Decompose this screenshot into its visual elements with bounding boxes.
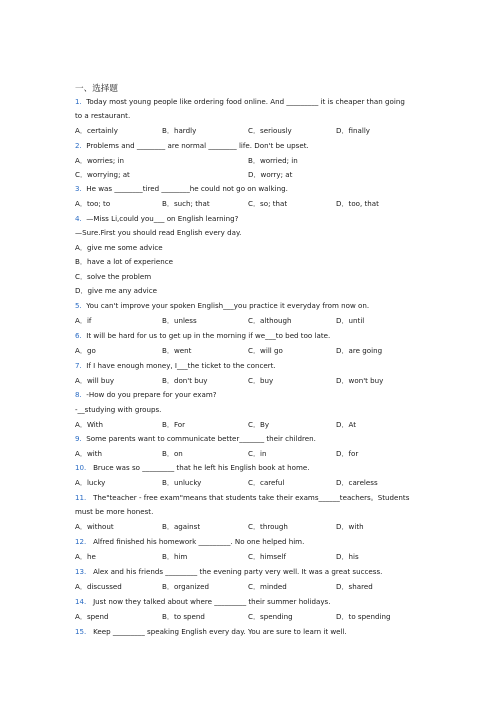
- option-c: C．By: [248, 420, 270, 429]
- option-b: B．organized: [162, 582, 209, 591]
- question-text: Problems and ________ are normal ________ life. Don't be upset.: [86, 141, 309, 150]
- question-number: 12.: [75, 537, 87, 546]
- option-d: D．shared: [336, 582, 373, 591]
- question-3: [75, 184, 288, 194]
- option-a: A．With: [75, 420, 104, 429]
- option-b: B．went: [162, 346, 192, 355]
- option-d: D．too, that: [336, 199, 379, 208]
- option-d: D．are going: [336, 346, 383, 355]
- option-d: D．to spending: [336, 612, 391, 621]
- option-c: C．himself: [248, 552, 286, 561]
- question-10: [75, 463, 310, 473]
- option-c: C．buy: [248, 376, 274, 385]
- question-number: 10.: [75, 463, 87, 472]
- option-d: D．finally: [336, 126, 371, 135]
- option-a: A．lucky: [75, 478, 106, 487]
- option-b: B．have a lot of experience: [75, 257, 173, 266]
- question-4: [75, 214, 238, 224]
- option-d: D．with: [336, 522, 364, 531]
- option-c: C．although: [248, 316, 292, 325]
- option-d: D．careless: [336, 478, 378, 487]
- option-b: B．unlucky: [162, 478, 202, 487]
- option-a: A．give me some advice: [75, 243, 163, 252]
- option-b: B．against: [162, 522, 201, 531]
- option-b: B．don't buy: [162, 376, 208, 385]
- option-c: C．solve the problem: [75, 272, 152, 281]
- question-number: 14.: [75, 597, 87, 606]
- option-a: A．he: [75, 552, 96, 561]
- option-a: A．worries; in: [75, 156, 124, 165]
- option-d: D．won't buy: [336, 376, 384, 385]
- option-b: B．unless: [162, 316, 197, 325]
- question-number: 5.: [75, 301, 82, 310]
- dialogue-line: —Sure.First you should read English every day.: [75, 228, 242, 237]
- question-13: [75, 567, 382, 577]
- question-text: Bruce was so _________ that he left his English book at home.: [93, 463, 310, 472]
- option-d: D．At: [336, 420, 357, 429]
- option-c: C．minded: [248, 582, 287, 591]
- question-number: 7.: [75, 361, 82, 370]
- question-text: If I have enough money, I___the ticket to the concert.: [86, 361, 276, 370]
- option-a: A．go: [75, 346, 96, 355]
- question-text: Alfred finished his homework _________. No one helped him.: [93, 537, 305, 546]
- option-a: A．if: [75, 316, 92, 325]
- option-c: C．worrying; at: [75, 170, 130, 179]
- question-text: Just now they talked about where _________ their summer holidays.: [93, 597, 331, 606]
- question-text: The"teacher - free exam"means that students take their exams______teachers。Students: [93, 493, 410, 502]
- option-d: D．for: [336, 449, 359, 458]
- option-b: B．him: [162, 552, 188, 561]
- option-c: C．so; that: [248, 199, 288, 208]
- question-8: [75, 390, 217, 400]
- question-15: [75, 627, 347, 637]
- option-b: B．worried; in: [248, 156, 298, 165]
- question-5: [75, 301, 369, 311]
- section-title: 一、选择题: [75, 84, 118, 94]
- dialogue-line: -__studying with groups.: [75, 405, 162, 414]
- question-number: 8.: [75, 390, 82, 399]
- question-text: —Miss Li,could you___ on English learning?: [86, 214, 239, 223]
- question-text: He was ________tired ________he could not go on walking.: [86, 184, 288, 193]
- option-d: D．until: [336, 316, 365, 325]
- option-a: A．with: [75, 449, 102, 458]
- option-a: A．without: [75, 522, 114, 531]
- question-number: 15.: [75, 627, 87, 636]
- option-b: B．For: [162, 420, 186, 429]
- option-b: B．on: [162, 449, 183, 458]
- option-c: C．in: [248, 449, 267, 458]
- question-9: [75, 434, 316, 444]
- option-c: C．seriously: [248, 126, 292, 135]
- question-2: [75, 141, 309, 151]
- question-1: [75, 97, 405, 107]
- option-d: D．his: [336, 552, 359, 561]
- option-a: A．too; to: [75, 199, 111, 208]
- option-a: A．certainly: [75, 126, 118, 135]
- option-b: B．hardly: [162, 126, 197, 135]
- option-c: C．spending: [248, 612, 293, 621]
- question-12: [75, 537, 304, 547]
- question-number: 2.: [75, 141, 82, 150]
- option-d: D．give me any advice: [75, 286, 157, 295]
- question-text: Today most young people like ordering food online. And _________ it is cheaper than going: [86, 97, 405, 106]
- question-14: [75, 597, 331, 607]
- question-number: 1.: [75, 97, 82, 106]
- question-number: 13.: [75, 567, 87, 576]
- question-text: It will be hard for us to get up in the morning if we___to bed too late.: [86, 331, 331, 340]
- question-11: [75, 493, 409, 503]
- question-number: 4.: [75, 214, 82, 223]
- option-a: A．spend: [75, 612, 109, 621]
- question-number: 3.: [75, 184, 82, 193]
- question-text: You can't improve your spoken English___you practice it everyday from now on.: [86, 301, 370, 310]
- option-a: A．discussed: [75, 582, 122, 591]
- option-d: D．worry; at: [248, 170, 293, 179]
- question-7: [75, 361, 276, 371]
- question-6: [75, 331, 330, 341]
- question-text: Alex and his friends _________ the evening party very well. It was a great success.: [93, 567, 383, 576]
- question-text: Some parents want to communicate better_______ their children.: [86, 434, 316, 443]
- option-b: B．such; that: [162, 199, 210, 208]
- question-number: 9.: [75, 434, 82, 443]
- question-number: 11.: [75, 493, 87, 502]
- question-text: Keep _________ speaking English every day. You are sure to learn it well.: [93, 627, 347, 636]
- question-text-cont: to a restaurant.: [75, 111, 131, 120]
- option-a: A．will buy: [75, 376, 115, 385]
- option-c: C．careful: [248, 478, 285, 487]
- option-b: B．to spend: [162, 612, 205, 621]
- option-c: C．through: [248, 522, 288, 531]
- question-text-cont: must be more honest.: [75, 507, 154, 516]
- option-c: C．will go: [248, 346, 283, 355]
- question-text: -How do you prepare for your exam?: [86, 390, 217, 399]
- question-number: 6.: [75, 331, 82, 340]
